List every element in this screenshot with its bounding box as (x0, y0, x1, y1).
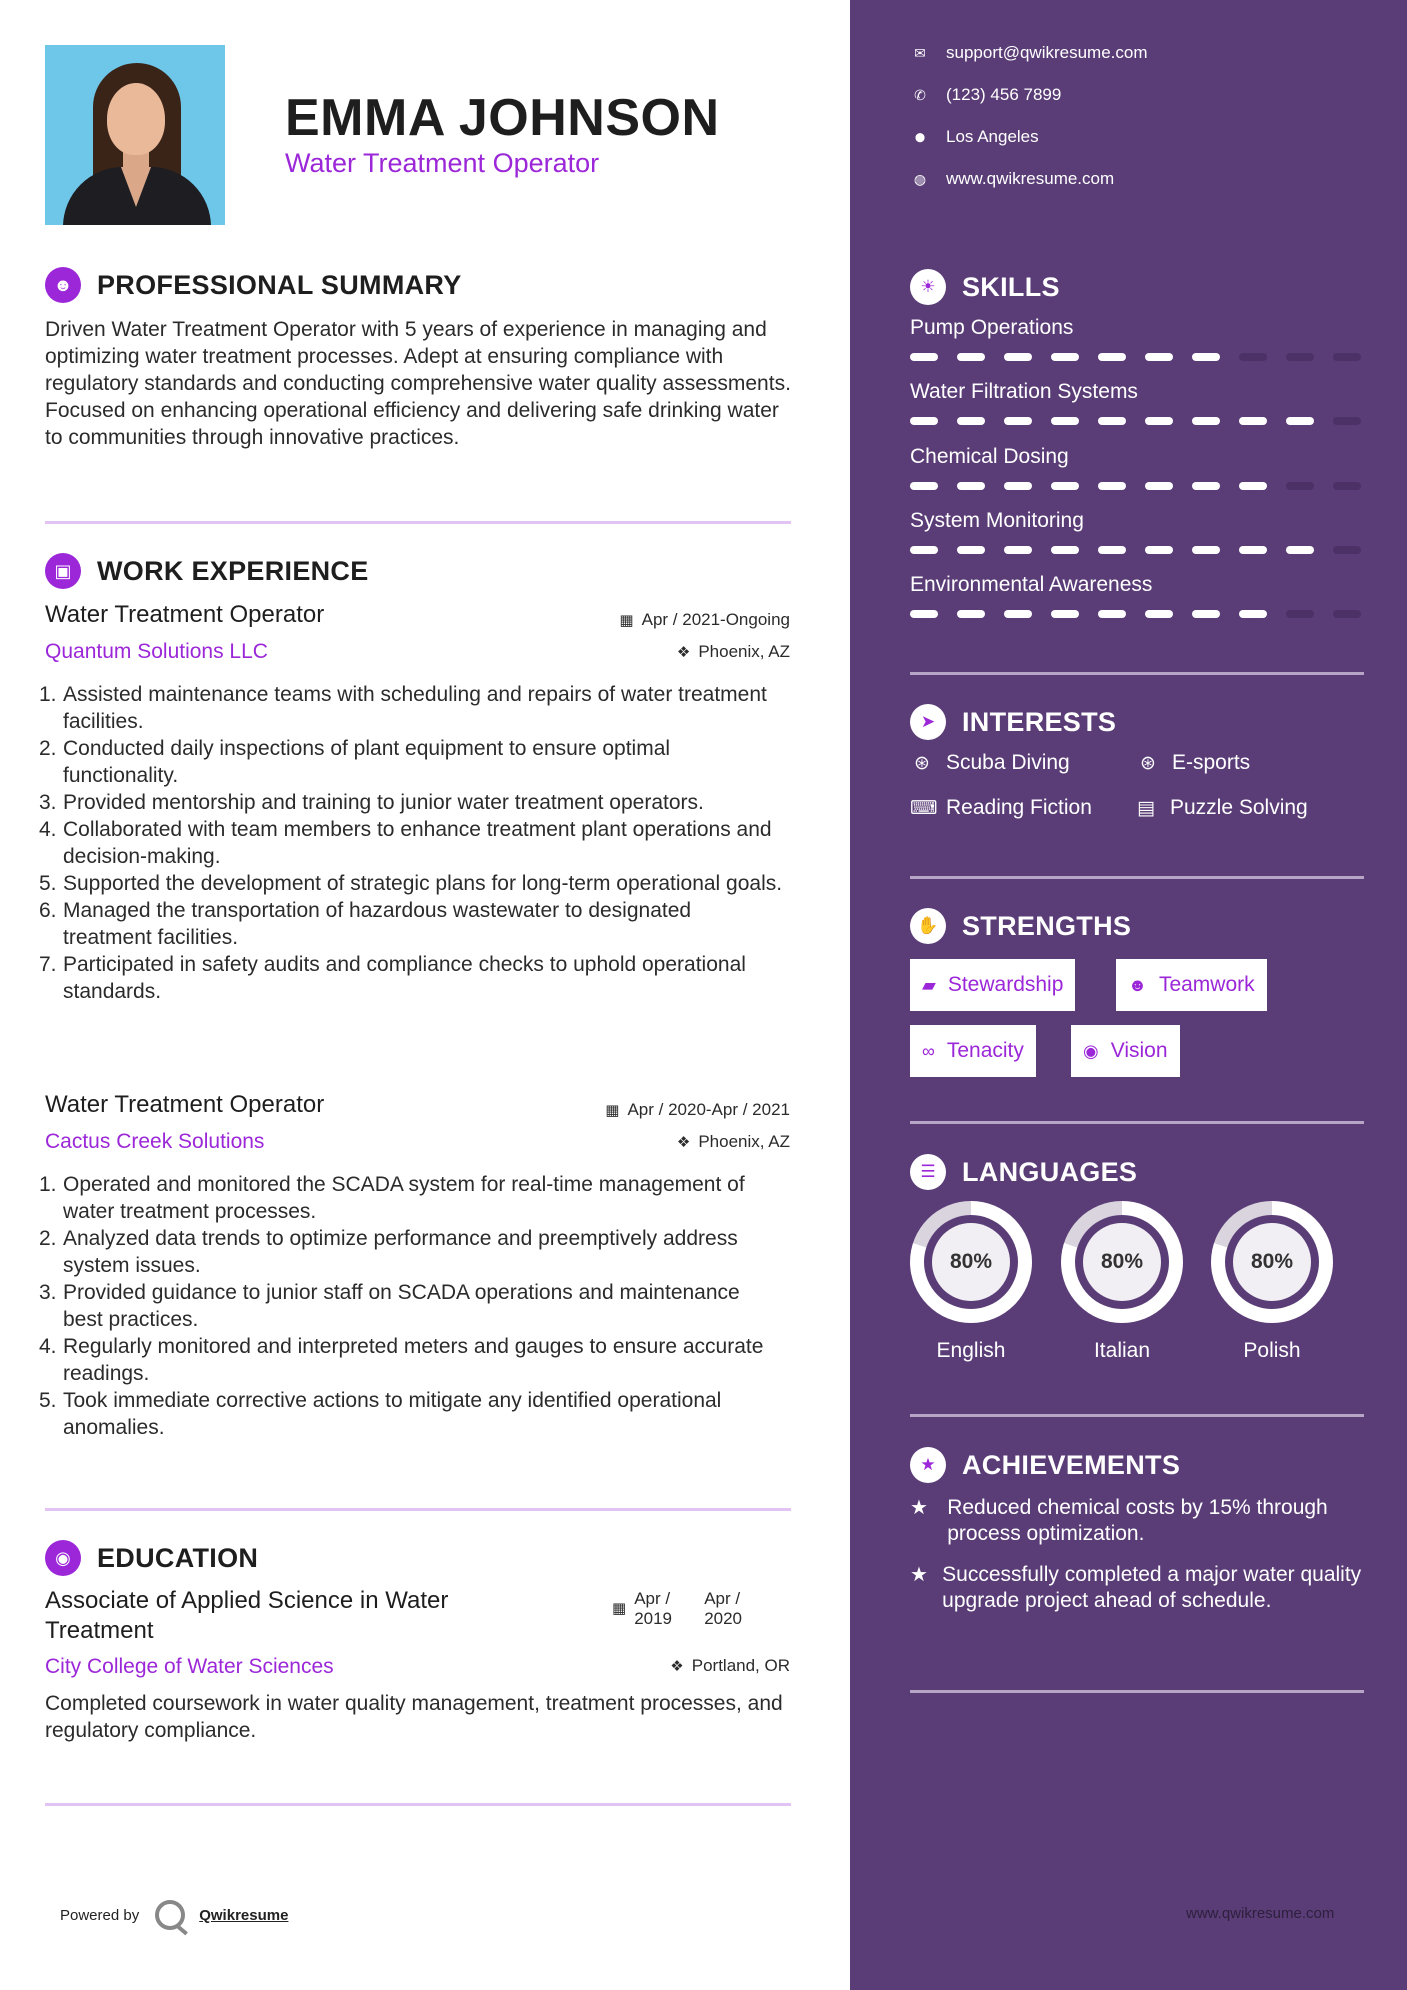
language-percent: 80% (1233, 1223, 1311, 1301)
profile-photo (45, 45, 225, 225)
skill-segment (1098, 353, 1126, 361)
interest-item: ⊛ E-sports (1136, 751, 1250, 775)
language-name: English (936, 1339, 1006, 1362)
job-location: ❖ Phoenix, AZ (676, 1132, 790, 1151)
graduate-icon: ◉ (45, 1540, 81, 1576)
skill-segment (1098, 610, 1126, 618)
lightbulb-icon: ☀ (910, 269, 946, 305)
skill-segment (1145, 482, 1173, 490)
skill-segment (1239, 546, 1267, 554)
skill-segment (1051, 482, 1079, 490)
interest-item: ⊛ Scuba Diving (910, 751, 1070, 775)
skill-name: Water Filtration Systems (910, 380, 1138, 403)
qwikresume-link[interactable]: Qwikresume (199, 1906, 289, 1924)
duty-item: 2. Analyzed data trends to optimize performance and preemptively address system issues. (39, 1227, 738, 1277)
achievement-item: ★ Successfully completed a major water quality upgrade project ahead of schedule. (910, 1563, 1362, 1612)
briefcase-icon: ▰ (922, 974, 936, 995)
section-divider (45, 1803, 791, 1806)
interest-item: ⌨ Reading Fiction (910, 796, 1092, 819)
skill-segment (1192, 546, 1220, 554)
candidate-title: Water Treatment Operator (285, 148, 600, 178)
candidate-name: EMMA JOHNSON (285, 89, 720, 147)
skill-segment (1333, 417, 1361, 425)
skill-segment (1098, 482, 1126, 490)
strength-badge: ▰ Stewardship (910, 959, 1075, 1011)
lifebuoy-icon: ⊛ (1140, 752, 1156, 774)
duty-item: 3. Provided guidance to junior staff on SCADA operations and maintenance best practices. (39, 1281, 740, 1331)
interests-heading: ➤ INTERESTS (910, 704, 1116, 740)
skill-segment (1051, 417, 1079, 425)
skill-segment (1239, 610, 1267, 618)
job-title: Water Treatment Operator (45, 601, 325, 628)
skill-segment (957, 610, 985, 618)
skill-segment (1286, 610, 1314, 618)
sidebar (850, 0, 1407, 1990)
skill-segment (1004, 353, 1032, 361)
language-percent: 80% (932, 1223, 1010, 1301)
skill-segment (1192, 482, 1220, 490)
gamepad-icon: ⌨ (910, 797, 938, 819)
skill-segment (1145, 546, 1173, 554)
job-location: ❖ Phoenix, AZ (676, 642, 790, 661)
duty-item: 6. Managed the transportation of hazardous wastewater to designated treatment facilities. (39, 899, 692, 949)
job-duties-list (39, 681, 783, 1005)
skill-segment (957, 353, 985, 361)
strength-badge: ☻ Teamwork (1116, 959, 1267, 1011)
education-description: Completed coursework in water quality management, treatment processes, and regulatory compliance. (45, 1692, 783, 1742)
skill-segment (1098, 417, 1126, 425)
skill-segment (1192, 610, 1220, 618)
job-company: Quantum Solutions LLC (45, 640, 268, 663)
skill-segment (1239, 353, 1267, 361)
skill-segment (1192, 417, 1220, 425)
work-experience-heading: ▣ WORK EXPERIENCE (45, 553, 369, 589)
duty-item: 7. Participated in safety audits and compliance checks to uphold operational standards. (39, 953, 746, 1003)
skill-segment (1239, 482, 1267, 490)
calendar-icon: ▦ (619, 612, 634, 629)
skill-segment (1192, 353, 1220, 361)
duty-item: 1. Assisted maintenance teams with scheduling and repairs of water treatment facilities. (39, 683, 767, 733)
language-item (1061, 1201, 1183, 1363)
contact-website[interactable]: ◍ www.qwikresume.com (910, 169, 1114, 189)
section-divider (910, 876, 1364, 879)
duty-item: 5. Took immediate corrective actions to mitigate any identified operational anomalies. (39, 1389, 722, 1439)
skill-segment (1004, 482, 1032, 490)
interest-item: ▤ Puzzle Solving (1134, 796, 1308, 820)
shooting-star-icon: ★ (910, 1497, 928, 1519)
summary-heading: ☻ PROFESSIONAL SUMMARY (45, 267, 462, 303)
location-pin-icon: ⬤ (914, 131, 926, 142)
language-progress-ring (910, 1201, 1032, 1323)
job-company: Cactus Creek Solutions (45, 1130, 265, 1153)
languages-heading: ☰ LANGUAGES (910, 1154, 1137, 1190)
skill-segment (1051, 610, 1079, 618)
footer-website[interactable]: www.qwikresume.com (1186, 1905, 1335, 1922)
language-name: Polish (1243, 1339, 1301, 1362)
phone-icon: ✆ (914, 86, 926, 103)
duty-item: 3. Provided mentorship and training to junior water treatment operators. (39, 791, 704, 814)
language-icon: ☰ (910, 1154, 946, 1190)
duty-item: 4. Regularly monitored and interpreted meters and gauges to ensure accurate readings. (39, 1335, 764, 1385)
skill-segment (957, 482, 985, 490)
skill-segment (1333, 610, 1361, 618)
skill-level-bar (910, 610, 1361, 618)
skill-level-bar (910, 417, 1361, 425)
skill-level-bar (910, 482, 1361, 490)
contact-phone[interactable]: ✆ (123) 456 7899 (910, 85, 1061, 105)
degree-title-line2: Treatment (45, 1617, 154, 1644)
skill-segment (1239, 417, 1267, 425)
calendar-icon: ▦ (605, 1102, 620, 1119)
skill-segment (1286, 417, 1314, 425)
section-divider (910, 1690, 1364, 1693)
job-title: Water Treatment Operator (45, 1091, 325, 1118)
skill-segment (1004, 417, 1032, 425)
degree-title: Associate of Applied Science in Water (45, 1587, 449, 1614)
strength-badge: ∞ Tenacity (910, 1025, 1036, 1077)
calendar-icon: ▦ (612, 1600, 627, 1617)
school-location: ❖ Portland, OR (670, 1656, 790, 1675)
users-icon: ☻ (1128, 974, 1147, 995)
duty-item: 2. Conducted daily inspections of plant equipment to ensure optimal functionality. (39, 737, 671, 787)
star-badge-icon: ★ (910, 1447, 946, 1483)
skill-segment (1286, 482, 1314, 490)
skill-segment (1145, 610, 1173, 618)
skill-segment (1286, 546, 1314, 554)
contact-location: ⬤ Los Angeles (910, 127, 1039, 147)
qwikresume-logo-icon (155, 1900, 185, 1930)
office-chair-icon: ▣ (45, 553, 81, 589)
envelope-icon: ✉ (914, 44, 926, 61)
skill-segment (1333, 482, 1361, 490)
lifebuoy-icon: ⊛ (914, 752, 930, 774)
binoculars-icon: ◉ (1083, 1040, 1099, 1061)
fist-icon: ✋ (910, 908, 946, 944)
pushpin-icon: ❖ (670, 1658, 684, 1675)
skills-heading: ☀ SKILLS (910, 269, 1060, 305)
skill-segment (957, 546, 985, 554)
strengths-heading: ✋ STRENGTHS (910, 908, 1131, 944)
job-date: ▦ Apr / 2020-Apr / 2021 (605, 1100, 790, 1119)
skill-segment (1098, 546, 1126, 554)
duty-item: 4. Collaborated with team members to enhance treatment plant operations and decision-making. (39, 818, 772, 868)
powered-by: Powered by Qwikresume (60, 1900, 288, 1930)
skill-segment (1145, 417, 1173, 425)
language-item (910, 1201, 1032, 1363)
skill-level-bar (910, 546, 1361, 554)
duty-item: 1. Operated and monitored the SCADA system for real-time management of water treatment processes. (39, 1173, 745, 1223)
book-icon: ▤ (1137, 797, 1155, 819)
link-icon: ∞ (922, 1040, 935, 1061)
skill-segment (1051, 353, 1079, 361)
skill-name: Chemical Dosing (910, 445, 1069, 468)
skill-segment (910, 610, 938, 618)
section-divider (910, 1414, 1364, 1417)
skill-segment (910, 546, 938, 554)
skill-segment (1333, 546, 1361, 554)
skill-segment (910, 353, 938, 361)
skill-name: Pump Operations (910, 316, 1074, 339)
pushpin-icon: ❖ (676, 1134, 691, 1151)
skill-segment (910, 482, 938, 490)
paper-plane-icon: ➤ (910, 704, 946, 740)
job-date: ▦ Apr / 2021-Ongoing (619, 610, 790, 629)
education-heading: ◉ EDUCATION (45, 1540, 258, 1576)
skill-name: Environmental Awareness (910, 573, 1153, 596)
globe-icon: ◍ (913, 170, 927, 187)
contact-email[interactable]: ✉ support@qwikresume.com (910, 43, 1148, 63)
skill-segment (957, 417, 985, 425)
education-dates: ▦ Apr / 2019 Apr / 2020 (612, 1589, 743, 1628)
section-divider (910, 672, 1364, 675)
pushpin-icon: ❖ (676, 644, 691, 661)
skill-segment (1333, 353, 1361, 361)
duty-item: 5. Supported the development of strategic plans for long-term operational goals. (39, 872, 783, 895)
language-name: Italian (1093, 1339, 1151, 1362)
strength-badge: ◉ Vision (1071, 1025, 1180, 1077)
achievements-heading: ★ ACHIEVEMENTS (910, 1447, 1180, 1483)
skill-segment (1145, 353, 1173, 361)
section-divider (45, 1508, 791, 1511)
language-percent: 80% (1083, 1223, 1161, 1301)
skill-segment (910, 417, 938, 425)
job-duties-list (39, 1171, 783, 1441)
language-progress-ring (1211, 1201, 1333, 1323)
user-icon: ☻ (45, 267, 81, 303)
section-divider (45, 521, 791, 524)
school-name: City College of Water Sciences (45, 1655, 334, 1678)
language-item (1211, 1201, 1333, 1363)
language-progress-ring (1061, 1201, 1183, 1323)
summary-text: Driven Water Treatment Operator with 5 years of experience in managing and optimizing water treatment processes. Adept at ensuring compliance with regulatory standards and conducting comprehensive water quality assessments. Focused on enhancing operational efficiency and delivering safe drinking water to communities through innovative practices. (45, 318, 791, 449)
achievement-item: ★ Reduced chemical costs by 15% through process optimization. (910, 1496, 1328, 1545)
skill-segment (1004, 546, 1032, 554)
skill-segment (1004, 610, 1032, 618)
skill-segment (1051, 546, 1079, 554)
skill-name: System Monitoring (910, 509, 1084, 532)
shooting-star-icon: ★ (910, 1564, 928, 1586)
skill-segment (1286, 353, 1314, 361)
section-divider (910, 1121, 1364, 1124)
skill-level-bar (910, 353, 1361, 361)
